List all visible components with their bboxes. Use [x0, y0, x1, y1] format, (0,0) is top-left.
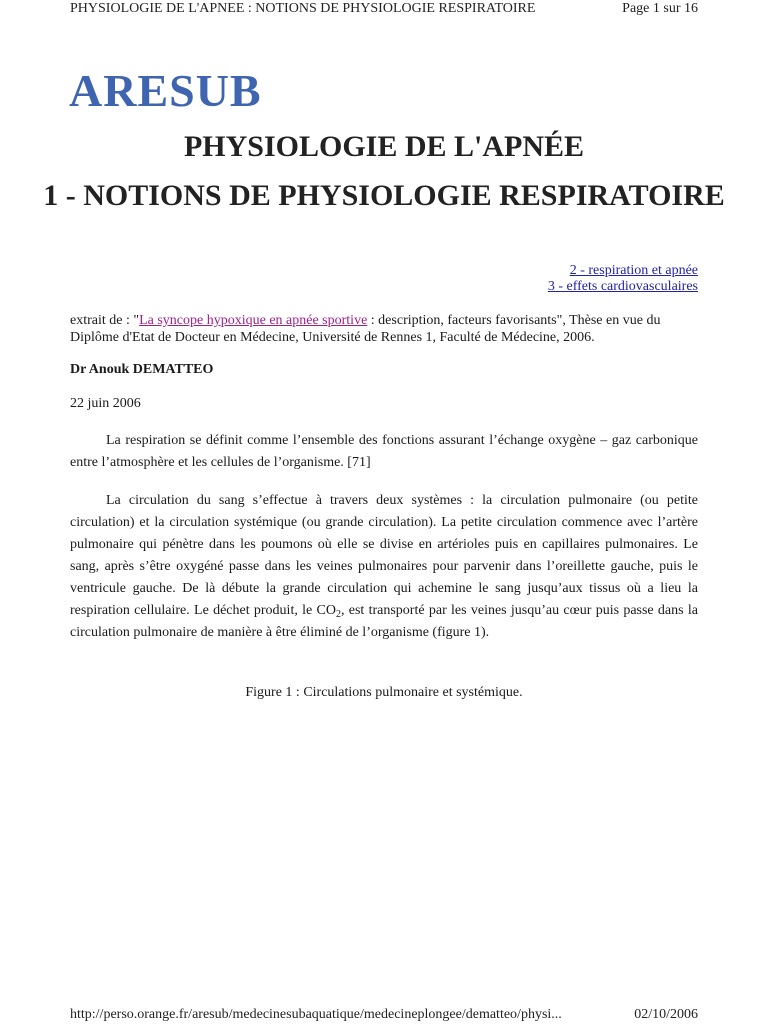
- paragraph-circulation: [70, 490, 698, 644]
- source-suffix: : description, facteurs favorisants", Thèse en vue du Diplôme d'Etat de Docteur en Médecine, Université de Rennes 1, Faculté de Médecine, 2006.: [70, 313, 661, 345]
- paragraph-2-text-a: La circulation du sang s’effectue à travers deux systèmes : la circulation pulmonaire (ou petite circulation) et la circulation systémique (ou grande circulation). La petite circulation commence avec l’artère pulmonaire qui pénètre dans les poumons où elle se divise en artérioles puis en capillaires pulmonaires. Le sang, après s’être oxygéné passe dans les veines pulmonaires pour parvenir dans l’oreillette gauche, puis le ventricule gauche. De là débute la grande circulation qui achemine le sang jusqu’aux tissus où a lieu la respiration cellulaire. Le déchet produit, le CO: [70, 493, 698, 618]
- site-logo-text: ARESUB: [69, 65, 262, 116]
- footer-url: http://perso.orange.fr/aresub/medecinesubaquatique/medecineplongee/dematteo/physi...: [70, 1007, 562, 1022]
- thesis-link[interactable]: La syncope hypoxique en apnée sportive: [139, 313, 368, 328]
- publication-date: 22 juin 2006: [70, 396, 141, 411]
- paragraph-respiration: [70, 430, 698, 474]
- print-header: [70, 0, 698, 18]
- page-title: PHYSIOLOGIE DE L'APNÉE: [183, 130, 585, 163]
- link-respiration-apnee[interactable]: 2 - respiration et apnée: [569, 263, 698, 278]
- page-indicator: Page 1 sur 16: [622, 1, 698, 16]
- co2-subscript: 2: [335, 609, 341, 620]
- footer-date: 02/10/2006: [634, 1007, 698, 1022]
- source-prefix: extrait de : ": [70, 313, 140, 328]
- header-title: PHYSIOLOGIE DE L'APNEE : NOTIONS DE PHYSIOLOGIE RESPIRATOIRE: [70, 1, 536, 16]
- figure-caption: Figure 1 : Circulations pulmonaire et systémique.: [245, 685, 523, 700]
- chapter-nav: [548, 263, 698, 295]
- paragraph-2-text-b: , est transporté par les veines jusqu’au cœur puis passe dans la circulation pulmonaire de manière à être éliminé de l’organisme (figure 1).: [70, 603, 698, 640]
- page-subtitle: 1 - NOTIONS DE PHYSIOLOGIE RESPIRATOIRE: [43, 179, 725, 212]
- author-name: Dr Anouk DEMATTEO: [70, 362, 214, 377]
- print-footer: [70, 1006, 698, 1024]
- link-effets-cardiovasculaires[interactable]: 3 - effets cardiovasculaires: [547, 279, 698, 294]
- source-citation: [70, 312, 698, 346]
- paragraph-1-text: La respiration se définit comme l’ensemble des fonctions assurant l’échange oxygène – gaz carbonique entre l’atmosphère et les cellules de l’organisme. [71]: [70, 433, 698, 470]
